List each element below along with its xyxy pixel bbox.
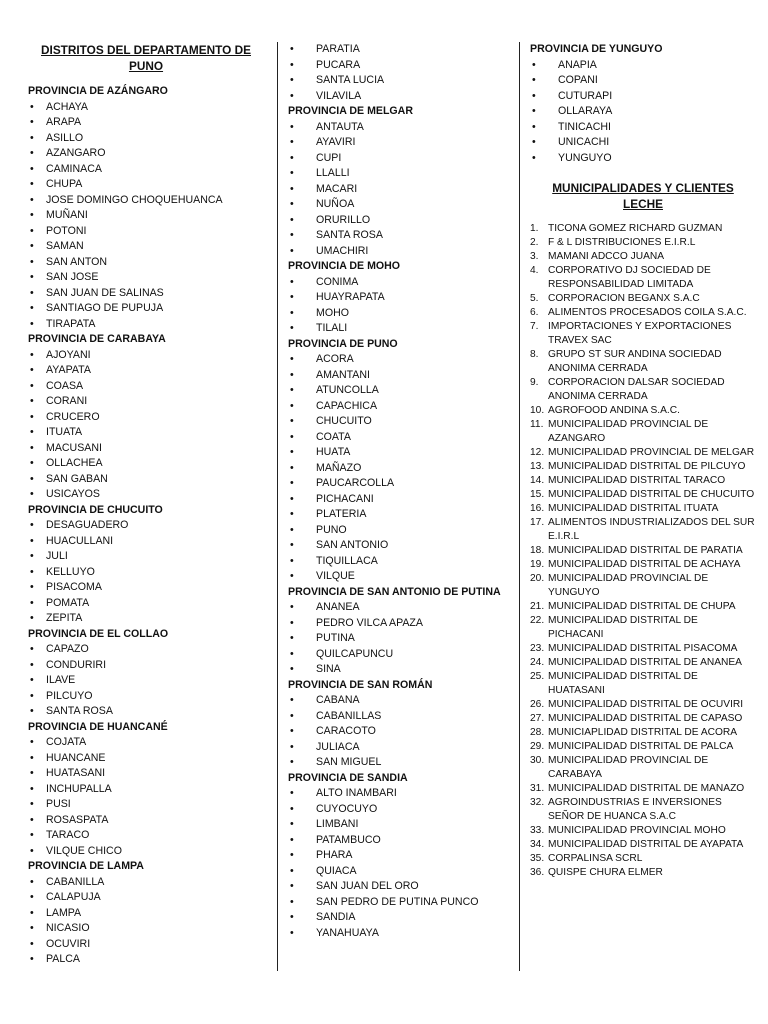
district-item: • CRUCERO	[28, 410, 264, 426]
client-item	[530, 698, 756, 712]
district-item: • CAPAZO	[28, 642, 264, 658]
district-item: • COPANI	[530, 73, 756, 89]
client-name: MUNICIPALIDAD PROVINCIAL MOHO	[548, 825, 726, 836]
client-item	[530, 852, 756, 866]
district-item: • ANANEA	[288, 600, 510, 616]
client-number: 16.	[530, 503, 545, 514]
client-number: 18.	[530, 545, 545, 556]
district-list	[288, 352, 510, 585]
district-item: • ORURILLO	[288, 213, 510, 229]
district-item: • PAUCARCOLLA	[288, 476, 510, 492]
district-item: • VILAVILA	[288, 89, 510, 105]
district-item: • TILALI	[288, 321, 510, 337]
client-name: MUNICIPALIDAD PROVINCIAL DE MELGAR	[548, 447, 755, 458]
province-heading: PROVINCIA DE CARABAYA	[28, 333, 166, 345]
district-item: • ACHAYA	[28, 100, 264, 116]
district-item: • JOSE DOMINGO CHOQUEHUANCA	[28, 193, 264, 209]
district-item: • CONIMA	[288, 275, 510, 291]
district-item: • ANAPIA	[530, 58, 756, 74]
client-name: CORPORACION DALSAR SOCIEDAD ANONIMA CERRADA	[548, 377, 725, 402]
district-item: • PUTINA	[288, 631, 510, 647]
district-item: • VILQUE	[288, 569, 510, 585]
district-item: • CHUCUITO	[288, 414, 510, 430]
district-item: • SAN ANTONIO	[288, 538, 510, 554]
district-item: • ALTO INAMBARI	[288, 786, 510, 802]
client-item	[530, 250, 756, 264]
district-item: • CONDURIRI	[28, 658, 264, 674]
client-number: 27.	[530, 713, 545, 724]
client-item	[530, 656, 756, 670]
district-item: • VILQUE CHICO	[28, 844, 264, 860]
client-number: 25.	[530, 671, 545, 682]
client-number: 1.	[530, 223, 539, 234]
client-number: 15.	[530, 489, 545, 500]
district-item: • PUSI	[28, 797, 264, 813]
district-item: • HUATA	[288, 445, 510, 461]
client-name: F & L DISTRIBUCIONES E.I.R.L	[548, 237, 696, 248]
district-item: • ANTAUTA	[288, 120, 510, 136]
client-number: 28.	[530, 727, 545, 738]
client-name: MUNICIPALIDAD DISTRITAL TARACO	[548, 475, 726, 486]
district-list	[288, 120, 510, 260]
district-item: • MAÑAZO	[288, 461, 510, 477]
district-item: • SAN JUAN DEL ORO	[288, 879, 510, 895]
client-name: MUNICIPALIDAD DISTRITAL DE PALCA	[548, 741, 734, 752]
client-item	[530, 600, 756, 614]
column-divider	[277, 42, 278, 971]
district-list	[288, 786, 510, 941]
client-item	[530, 866, 756, 880]
client-number: 31.	[530, 783, 545, 794]
district-item: • TIRAPATA	[28, 317, 264, 333]
client-item	[530, 670, 756, 698]
district-item: • COJATA	[28, 735, 264, 751]
client-item	[530, 474, 756, 488]
district-item: • CORANI	[28, 394, 264, 410]
district-item: • UNICACHI	[530, 135, 756, 151]
client-name: MUNICIPALIDAD DISTRITAL DE CAPASO	[548, 713, 743, 724]
district-item: • SAN GABAN	[28, 472, 264, 488]
district-list	[28, 348, 264, 503]
district-item: • HUACULLANI	[28, 534, 264, 550]
district-item: • PARATIA	[288, 42, 510, 58]
district-item: • ILAVE	[28, 673, 264, 689]
district-item: • CUYOCUYO	[288, 802, 510, 818]
client-name: MUNICIPALIDAD DISTRITAL DE OCUVIRI	[548, 699, 744, 710]
client-number: 24.	[530, 657, 545, 668]
client-item	[530, 558, 756, 572]
district-item: • ROSASPATA	[28, 813, 264, 829]
client-item	[530, 614, 756, 642]
district-item: • YUNGUYO	[530, 151, 756, 167]
client-name: MUNICIPALIDAD DISTRITAL DE PARATIA	[548, 545, 743, 556]
district-list	[28, 875, 264, 968]
district-item: • CABANILLA	[28, 875, 264, 891]
client-number: 21.	[530, 601, 545, 612]
district-item: • CUTURAPI	[530, 89, 756, 105]
page-title: DISTRITOS DEL DEPARTAMENTO DE PUNO	[41, 43, 251, 73]
district-item: • SAN MIGUEL	[288, 755, 510, 771]
district-item: • OLLACHEA	[28, 456, 264, 472]
district-list	[530, 58, 756, 167]
district-item: • USICAYOS	[28, 487, 264, 503]
district-item: • UMACHIRI	[288, 244, 510, 260]
district-list	[288, 600, 510, 678]
client-number: 11.	[530, 419, 544, 430]
client-item	[530, 236, 756, 250]
client-number: 34.	[530, 839, 545, 850]
client-item	[530, 642, 756, 656]
client-name: ALIMENTOS PROCESADOS COILA S.A.C.	[548, 307, 747, 318]
client-number: 5.	[530, 293, 539, 304]
client-number: 8.	[530, 349, 539, 360]
client-name: MUNICIPALIDAD PROVINCIAL DE AZANGARO	[548, 419, 709, 444]
client-number: 13.	[530, 461, 545, 472]
client-number: 3.	[530, 251, 539, 262]
client-name: MUNICIPALIDAD DISTRITAL DE CHUPA	[548, 601, 736, 612]
district-item: • MACARI	[288, 182, 510, 198]
province-heading: PROVINCIA DE MOHO	[288, 260, 401, 272]
column-divider	[519, 42, 520, 971]
district-item: • ATUNCOLLA	[288, 383, 510, 399]
district-item: • AJOYANI	[28, 348, 264, 364]
client-name: MUNICIPALIDAD DISTRITAL ITUATA	[548, 503, 719, 514]
district-item: • SAN ANTON	[28, 255, 264, 271]
district-item: • POMATA	[28, 596, 264, 612]
district-item: • OCUVIRI	[28, 937, 264, 953]
district-list	[28, 642, 264, 720]
province-heading: PROVINCIA DE EL COLLAO	[28, 627, 169, 640]
client-name: MUNICIAPLIDAD DISTRITAL DE ACORA	[548, 727, 738, 738]
district-item: • SAN JUAN DE SALINAS	[28, 286, 264, 302]
client-name: AGROFOOD ANDINA S.A.C.	[548, 405, 680, 416]
client-name: MUNICIPALIDAD DISTRITAL DE ANANEA	[548, 657, 742, 668]
district-item: • PLATERIA	[288, 507, 510, 523]
client-number: 36.	[530, 867, 545, 878]
district-list	[288, 693, 510, 771]
client-name: MUNICIPALIDAD DISTRITAL DE MANAZO	[548, 783, 745, 794]
district-item: • MOHO	[288, 306, 510, 322]
province-heading: PROVINCIA DE HUANCANÉ	[28, 720, 168, 733]
client-number: 19.	[530, 559, 545, 570]
district-item: • ITUATA	[28, 425, 264, 441]
client-item	[530, 418, 756, 446]
district-item: • PISACOMA	[28, 580, 264, 596]
district-item: • PATAMBUCO	[288, 833, 510, 849]
client-number: 30.	[530, 755, 545, 766]
section-gap	[530, 166, 756, 180]
district-list	[28, 100, 264, 333]
client-name: MUNICIPALIDAD DISTRITAL DE CHUCUITO	[548, 489, 755, 500]
province-heading: PROVINCIA DE YUNGUYO	[530, 43, 663, 55]
client-name: MUNICIPALIDAD DISTRITAL DE PICHACANI	[548, 615, 698, 640]
district-item: • SINA	[288, 662, 510, 678]
client-number: 10.	[530, 405, 545, 416]
district-item: • LIMBANI	[288, 817, 510, 833]
client-item	[530, 292, 756, 306]
district-item: • TINICACHI	[530, 120, 756, 136]
client-name: GRUPO ST SUR ANDINA SOCIEDAD ANONIMA CERRADA	[548, 349, 722, 374]
client-item	[530, 404, 756, 418]
district-list	[288, 275, 510, 337]
client-item	[530, 264, 756, 292]
client-number: 26.	[530, 699, 545, 710]
district-item: • CABANILLAS	[288, 709, 510, 725]
district-item: • SAMAN	[28, 239, 264, 255]
client-number: 33.	[530, 825, 545, 836]
client-number: 14.	[530, 475, 545, 486]
clients-title: MUNICIPALIDADES Y CLIENTES LECHE	[552, 181, 734, 211]
column-2	[288, 42, 510, 941]
district-item: • AZANGARO	[28, 146, 264, 162]
client-number: 29.	[530, 741, 545, 752]
district-item: • QUILCAPUNCU	[288, 647, 510, 663]
district-item: • AYAPATA	[28, 363, 264, 379]
district-item: • HUATASANI	[28, 766, 264, 782]
client-number: 23.	[530, 643, 545, 654]
province-heading: PROVINCIA DE MELGAR	[288, 105, 413, 117]
district-item: • CABANA	[288, 693, 510, 709]
district-item: • SANTA LUCIA	[288, 73, 510, 89]
district-item: • KELLUYO	[28, 565, 264, 581]
client-item	[530, 726, 756, 740]
client-item	[530, 544, 756, 558]
client-item	[530, 488, 756, 502]
client-name: MUNICIPALIDAD PROVINCIAL DE YUNGUYO	[548, 573, 709, 598]
province-heading: PROVINCIA DE LAMPA	[28, 860, 144, 872]
district-item: • MUÑANI	[28, 208, 264, 224]
district-item: • COASA	[28, 379, 264, 395]
client-name: MUNICIPALIDAD PROVINCIAL DE CARABAYA	[548, 755, 709, 780]
district-list	[28, 518, 264, 627]
district-item: • JULIACA	[288, 740, 510, 756]
district-item: • HUANCANE	[28, 751, 264, 767]
district-item: • AMANTANI	[288, 368, 510, 384]
district-item: • NUÑOA	[288, 197, 510, 213]
province-heading: PROVINCIA DE SAN ROMÁN	[288, 678, 433, 691]
client-number: 20.	[530, 573, 545, 584]
district-item: • INCHUPALLA	[28, 782, 264, 798]
client-name: MUNICIPALIDAD DISTRITAL DE PILCUYO	[548, 461, 746, 472]
district-item: • AYAVIRI	[288, 135, 510, 151]
client-name: QUISPE CHURA ELMER	[548, 867, 663, 878]
district-item: • PICHACANI	[288, 492, 510, 508]
district-item: • TARACO	[28, 828, 264, 844]
client-item	[530, 754, 756, 782]
province-heading: PROVINCIA DE PUNO	[288, 337, 398, 350]
district-item: • PHARA	[288, 848, 510, 864]
district-item: • PUNO	[288, 523, 510, 539]
client-name: ALIMENTOS INDUSTRIALIZADOS DEL SUR E.I.R.L	[548, 517, 755, 542]
client-item	[530, 824, 756, 838]
district-item: • CARACOTO	[288, 724, 510, 740]
client-number: 12.	[530, 447, 545, 458]
district-item: • CALAPUJA	[28, 890, 264, 906]
district-item: • ACORA	[288, 352, 510, 368]
client-name: MUNICIPALIDAD DISTRITAL DE HUATASANI	[548, 671, 698, 696]
district-item: • CHUPA	[28, 177, 264, 193]
client-number: 32.	[530, 797, 545, 808]
district-item: • CAMINACA	[28, 162, 264, 178]
province-heading: PROVINCIA DE SAN ANTONIO DE PUTINA	[288, 585, 501, 598]
client-item	[530, 782, 756, 796]
district-item: • HUAYRAPATA	[288, 290, 510, 306]
client-number: 6.	[530, 307, 539, 318]
client-item	[530, 376, 756, 404]
district-item: • OLLARAYA	[530, 104, 756, 120]
district-item: • PUCARA	[288, 58, 510, 74]
district-list	[28, 735, 264, 859]
client-number: 22.	[530, 615, 545, 626]
client-name: MUNICIPALIDAD DISTRITAL DE ACHAYA	[548, 559, 741, 570]
client-number: 4.	[530, 265, 539, 276]
district-item: • SANTIAGO DE PUPUJA	[28, 301, 264, 317]
province-heading: PROVINCIA DE SANDIA	[288, 771, 408, 784]
client-name: IMPORTACIONES Y EXPORTACIONES TRAVEX SAC	[548, 321, 732, 346]
client-item	[530, 740, 756, 754]
district-item: • PILCUYO	[28, 689, 264, 705]
column-1	[28, 42, 264, 968]
district-item: • ARAPA	[28, 115, 264, 131]
client-item	[530, 320, 756, 348]
clients-list	[530, 222, 756, 880]
client-number: 9.	[530, 377, 539, 388]
client-item	[530, 572, 756, 600]
district-item: • JULI	[28, 549, 264, 565]
district-item: • POTONI	[28, 224, 264, 240]
client-name: CORPALINSA SCRL	[548, 853, 643, 864]
district-item: • SANDIA	[288, 910, 510, 926]
district-item: • ZEPITA	[28, 611, 264, 627]
client-name: MAMANI ADCCO JUANA	[548, 251, 665, 262]
client-item	[530, 348, 756, 376]
district-item: • LLALLI	[288, 166, 510, 182]
district-item: • YANAHUAYA	[288, 926, 510, 942]
client-item	[530, 460, 756, 474]
district-item: • COATA	[288, 430, 510, 446]
district-item: • SANTA ROSA	[288, 228, 510, 244]
client-item	[530, 838, 756, 852]
client-number: 35.	[530, 853, 545, 864]
district-item: • SAN PEDRO DE PUTINA PUNCO	[288, 895, 510, 911]
district-item: • LAMPA	[28, 906, 264, 922]
district-item: • SANTA ROSA	[28, 704, 264, 720]
province-heading: PROVINCIA DE AZÁNGARO	[28, 85, 168, 97]
client-item	[530, 516, 756, 544]
client-number: 2.	[530, 237, 539, 248]
client-number: 17.	[530, 517, 545, 528]
district-item: • MACUSANI	[28, 441, 264, 457]
district-item: • DESAGUADERO	[28, 518, 264, 534]
district-item: • QUIACA	[288, 864, 510, 880]
client-name: CORPORATIVO DJ SOCIEDAD DE RESPONSABILIDAD LIMITADA	[548, 265, 711, 290]
district-list	[288, 42, 510, 104]
client-item	[530, 796, 756, 824]
district-item: • ASILLO	[28, 131, 264, 147]
client-item	[530, 712, 756, 726]
district-item: • SAN JOSE	[28, 270, 264, 286]
column-3	[530, 42, 756, 880]
district-item: • PALCA	[28, 952, 264, 968]
district-item: • TIQUILLACA	[288, 554, 510, 570]
client-name: AGROINDUSTRIAS E INVERSIONES SEÑOR DE HUANCA S.A.C	[548, 797, 722, 822]
district-item: • CAPACHICA	[288, 399, 510, 415]
client-name: MUNICIPALIDAD DISTRITAL DE AYAPATA	[548, 839, 744, 850]
client-item	[530, 222, 756, 236]
district-item: • NICASIO	[28, 921, 264, 937]
client-item	[530, 502, 756, 516]
client-item	[530, 306, 756, 320]
province-heading: PROVINCIA DE CHUCUITO	[28, 503, 163, 516]
client-number: 7.	[530, 321, 539, 332]
client-name: CORPORACION BEGANX S.A.C	[548, 293, 700, 304]
district-item: • CUPI	[288, 151, 510, 167]
client-name: TICONA GOMEZ RICHARD GUZMAN	[548, 223, 723, 234]
client-name: MUNICIPALIDAD DISTRITAL PISACOMA	[548, 643, 738, 654]
district-item: • PEDRO VILCA APAZA	[288, 616, 510, 632]
client-item	[530, 446, 756, 460]
